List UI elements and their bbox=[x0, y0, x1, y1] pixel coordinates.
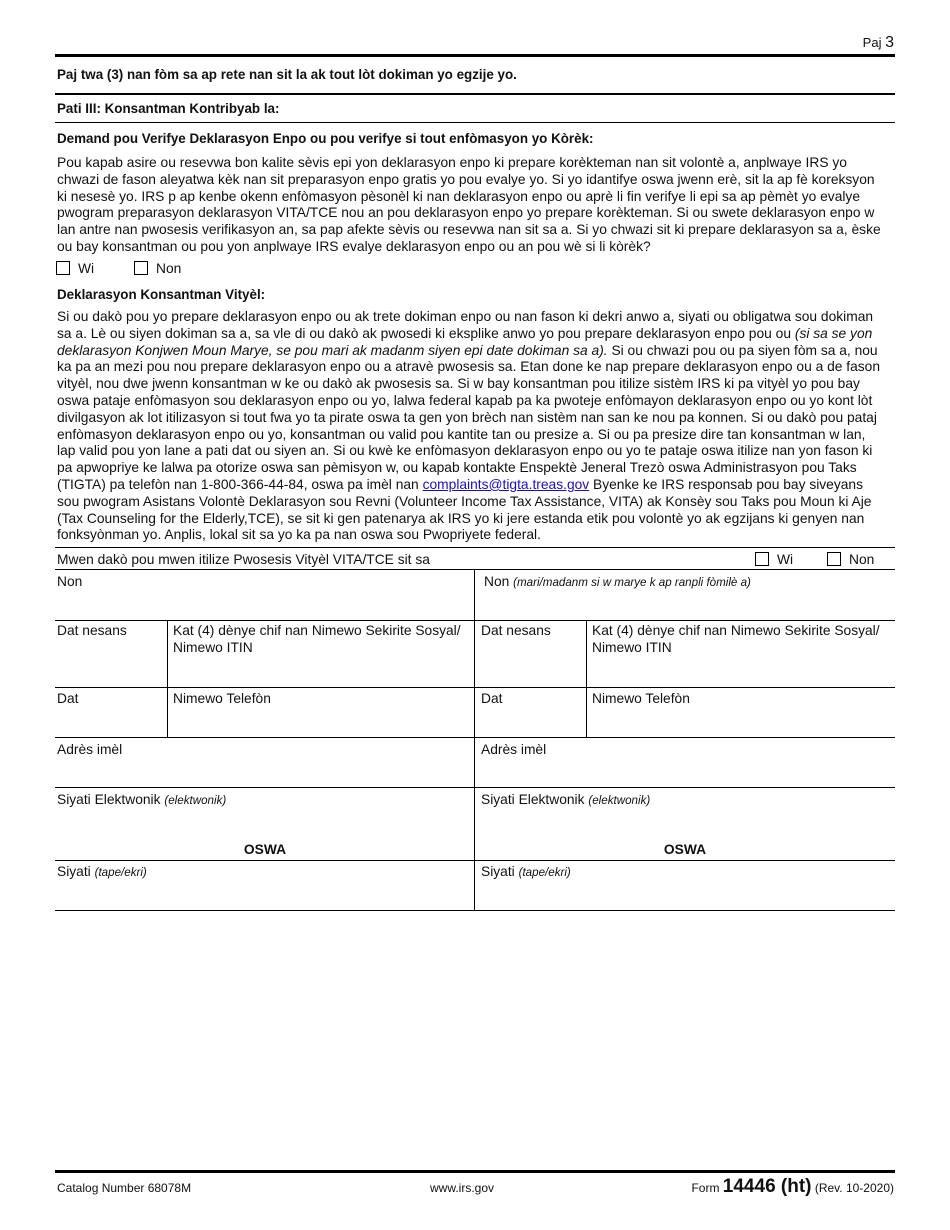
verification-paragraph bbox=[57, 155, 893, 256]
agree-no-label: Non bbox=[849, 552, 875, 567]
taxpayer-esignature-field[interactable] bbox=[57, 791, 226, 809]
agree-yes-label: Wi bbox=[777, 552, 794, 567]
text-line bbox=[57, 343, 893, 360]
spouse-phone-field[interactable]: Nimewo Telefòn bbox=[592, 691, 690, 706]
field-label: Non bbox=[484, 574, 510, 589]
text-line: pwogram preparasyon deklarasyon VITA/TCE nou an pou deklarasyon enpo yo prepare korèkteman. Si ou swete deklarasyon enpo w bbox=[57, 205, 875, 221]
spouse-signature-field[interactable] bbox=[481, 863, 571, 881]
spouse-ssn-field[interactable] bbox=[592, 622, 880, 656]
virtual-consent-paragraph bbox=[57, 309, 893, 544]
instruction-text: Paj twa (3) nan fòm sa ap rete nan sit la ak tout lòt dokiman yo egzije yo. bbox=[57, 67, 517, 82]
field-hint: (tape/ekri) bbox=[94, 866, 147, 879]
top-rule bbox=[55, 54, 895, 57]
text-line: (Tax Counseling for the Elderly,TCE), se sit ki gen patenarya ak IRS yo ki jere estanda etik pou volontè yo ak egzijans ki genyen nan bbox=[57, 510, 865, 526]
field-label: Siyati bbox=[481, 864, 515, 879]
divider bbox=[55, 687, 895, 688]
text-line: ou bay konsantman ou pou yon anplwaye IRS evalye deklarasyon enpo ou an pou wè si li kòrèk? bbox=[57, 238, 651, 254]
agree-yes-checkbox[interactable] bbox=[755, 552, 769, 566]
catalog-number: Catalog Number 68078M bbox=[57, 1181, 192, 1195]
column-divider bbox=[167, 620, 168, 737]
table-top-rule bbox=[55, 547, 895, 548]
verification-title: Demand pou Verifye Deklarasyon Enpo ou pou verifye si tout enfòmasyon yo Kòrèk: bbox=[57, 131, 594, 146]
italic-span: (si sa se yon bbox=[794, 325, 873, 341]
divider bbox=[55, 93, 895, 95]
text-line: fonksyònman yo. Anplis, lokal sit sa yo ka pa nan oswa sou Pwopriyete federal. bbox=[57, 527, 541, 543]
text-span: (TIGTA) pa telefòn nan 1-800-366-44-84, oswa pa imèl nan bbox=[57, 476, 423, 492]
text-line: enfòmasyon deklarasyon enpo ou yo, konsantman ou valid pou kantite tan ou presize a. Si ou pa presize dire tan konsantman w lan, bbox=[57, 426, 866, 442]
field-label: Kat (4) dènye chif nan Nimewo Sekirite Sosyal/ bbox=[173, 623, 461, 638]
or-label-left: OSWA bbox=[243, 842, 287, 857]
agree-no-checkbox[interactable] bbox=[827, 552, 841, 566]
taxpayer-date-field[interactable]: Dat bbox=[57, 691, 79, 706]
field-label: Siyati Elektwonik bbox=[57, 792, 161, 807]
text-line: ka pa an mezi pou nou prepare deklarasyon enpo ou a atravè pwosesis sa. Etan done ke nap prepare deklarasyon enpo ou a de fason bbox=[57, 359, 881, 375]
field-label: Nimewo ITIN bbox=[592, 640, 672, 655]
field-label: Siyati bbox=[57, 864, 91, 879]
or-label-right: OSWA bbox=[663, 842, 707, 857]
page-number-value: 3 bbox=[885, 34, 894, 51]
text-line: lap valid pou yon lane a pati dat ou siyen an. Si ou kwè ke enfòmasyon deklarasyon enpo ou yo te pataje oswa itilize nan yon fason ki bbox=[57, 443, 873, 459]
spouse-dob-field[interactable]: Dat nesans bbox=[481, 623, 551, 638]
text-line: divilgasyon ak lot itilizasyon si tout fwa yo ta pirate oswa ta gen yon brèch nan sistèm nan san ke nou pa konnen. Si ou dakò pou pataj bbox=[57, 409, 877, 425]
text-line: oswa pataje enfòmasyon sou deklarasyon enpo ou yo, lalwa federal kapab pa ka pwoteje enfòmayon deklarasyon enpo ou yo kont lòt bbox=[57, 392, 873, 408]
spouse-date-field[interactable]: Dat bbox=[481, 691, 503, 706]
text-line: chwazi de fason aleyatwa kèk nan sit preparasyon enpo gratis yo pou evalye yo. Si yo idantifye oswa jwenn erè, sit la ap fè koreksyon bbox=[57, 171, 875, 187]
taxpayer-email-field[interactable]: Adrès imèl bbox=[57, 742, 123, 757]
taxpayer-ssn-field[interactable] bbox=[173, 622, 461, 656]
spouse-esignature-field[interactable] bbox=[481, 791, 650, 809]
verification-no-checkbox[interactable] bbox=[134, 261, 148, 275]
field-hint: (mari/madanm si w marye k ap ranpli fòmilè a) bbox=[513, 576, 751, 589]
form-revision: (Rev. 10-2020) bbox=[814, 1181, 894, 1195]
spouse-name-field[interactable] bbox=[484, 573, 751, 591]
column-divider bbox=[586, 620, 587, 737]
text-line: ki nesesè yo. IRS p ap kenbe okenn enfòmasyon pèsonèl ki nan deklarasyon enpo ou aprè li fin verifye li epi sa ap pèmèt yo evalye bbox=[57, 188, 861, 204]
taxpayer-dob-field[interactable]: Dat nesans bbox=[57, 623, 127, 638]
divider bbox=[55, 860, 895, 861]
text-line: pa apwopriye ke lalwa pa otorize oswa san pèmisyon w, ou kapab kontakte Enspektè Jeneral Trezò oswa Administrasyon pou Taks bbox=[57, 460, 857, 476]
page-number bbox=[863, 34, 894, 52]
field-label: Siyati Elektwonik bbox=[481, 792, 585, 807]
part-title: Pati III: Konsantman Kontribyab la: bbox=[57, 101, 280, 116]
taxpayer-signature-field[interactable] bbox=[57, 863, 147, 881]
agree-question: Mwen dakò pou mwen itilize Pwosesis Vityèl VITA/TCE sit sa bbox=[57, 552, 430, 567]
text-span: sa a. Lè ou siyen dokiman sa a, sa vle di ou dakò ak pwosedi ki eksplike anwo yo pou prepare deklarasyon enpo pou ou bbox=[57, 325, 795, 341]
taxpayer-name-field[interactable]: Non bbox=[57, 574, 83, 589]
field-label: Kat (4) dènye chif nan Nimewo Sekirite Sosyal/ bbox=[592, 623, 880, 638]
text-line bbox=[57, 477, 893, 494]
text-line: Pou kapab asire ou resevwa bon kalite sèvis epi yon deklarasyon enpo ki prepare korèkteman nan sit volontè a, anplwaye IRS yo bbox=[57, 155, 847, 170]
divider bbox=[55, 737, 895, 738]
table-bottom-rule bbox=[55, 910, 895, 911]
field-label: Nimewo ITIN bbox=[173, 640, 253, 655]
field-hint: (elektwonik) bbox=[164, 794, 227, 807]
form-number-value: 14446 (ht) bbox=[722, 1176, 812, 1197]
divider bbox=[55, 122, 895, 123]
text-span: Si ou chwazi pou ou pa siyen fòm sa a, nou bbox=[607, 342, 878, 358]
text-line: vityèl, nou dwe jwenn konsantman w ke ou dakò ak pwosesis sa. Si w bay konsantman pou itilize sistèm IRS ki pa vityèl yo pou bay bbox=[57, 376, 860, 392]
divider bbox=[55, 620, 895, 621]
text-line: Si ou dakò pou yo prepare deklarasyon enpo ou ak trete dokiman enpo ou nan fason ki dekri anwo a, siyati ou obligatwa sou dokiman bbox=[57, 309, 874, 324]
divider bbox=[55, 569, 895, 570]
text-line: sou pwogram Asistans Volontè Deklarasyon sou Revni (Volunteer Income Tax Assistance, VITA) ak Konsèy sou Taks pou Moun ki Aje bbox=[57, 493, 872, 509]
field-hint: (tape/ekri) bbox=[518, 866, 571, 879]
virtual-consent-title: Deklarasyon Konsantman Vityèl: bbox=[57, 287, 266, 302]
form-prefix: Form bbox=[691, 1181, 720, 1195]
footer-rule bbox=[55, 1170, 895, 1173]
divider bbox=[55, 787, 895, 788]
spouse-email-field[interactable]: Adrès imèl bbox=[481, 742, 547, 757]
verification-yes-checkbox[interactable] bbox=[56, 261, 70, 275]
text-line: lan antre nan pwosesis verifikasyon an, sa pap afekte sèvis ou resevwa nan sit sa a. Si yo chwazi sit ki prepare deklarasyon sa a, èske bbox=[57, 222, 881, 238]
text-line bbox=[57, 326, 893, 343]
form-number bbox=[691, 1176, 894, 1198]
text-span: Byenke ke IRS responsab pou bay siveyans bbox=[589, 476, 863, 492]
taxpayer-phone-field[interactable]: Nimewo Telefòn bbox=[173, 691, 271, 706]
verification-no-label: Non bbox=[156, 261, 182, 276]
field-hint: (elektwonik) bbox=[588, 794, 651, 807]
verification-yes-label: Wi bbox=[78, 261, 95, 276]
italic-span: deklarasyon Konjwen Moun Marye, se pou mari ak madanm siyen epi date dokiman sa a). bbox=[57, 342, 608, 358]
website-link[interactable]: www.irs.gov bbox=[430, 1181, 495, 1195]
page-prefix: Paj bbox=[862, 35, 882, 50]
tigta-email-link[interactable]: complaints@tigta.treas.gov bbox=[422, 476, 590, 492]
